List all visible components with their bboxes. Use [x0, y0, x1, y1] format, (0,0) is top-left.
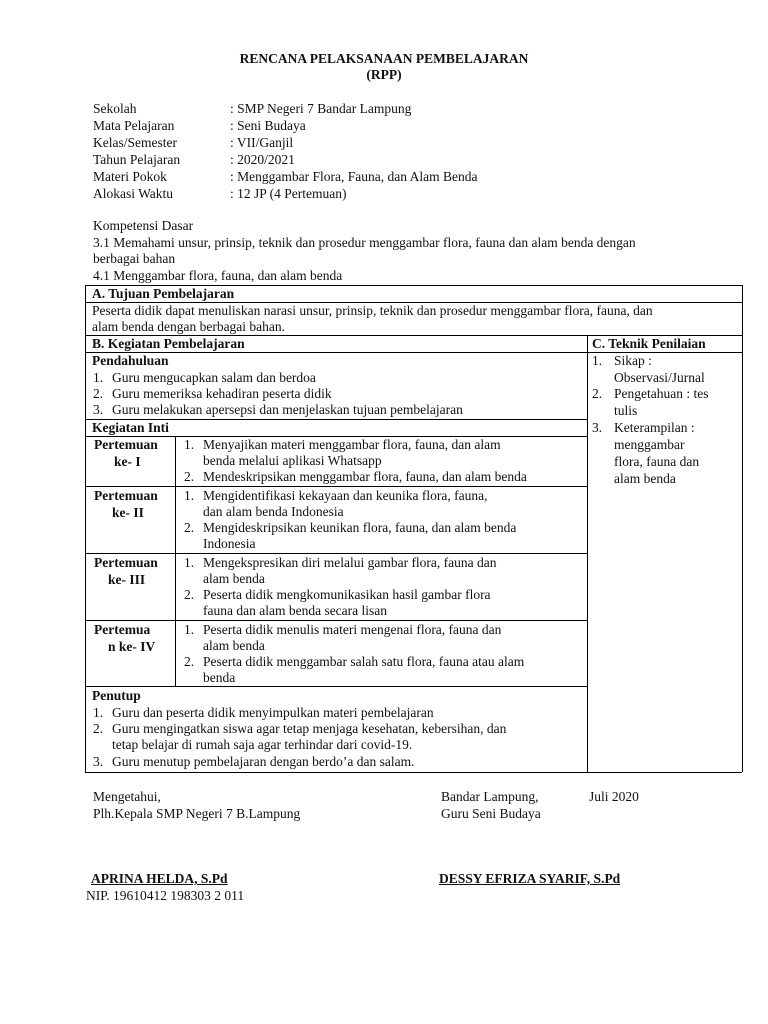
list-number: 1. [93, 370, 104, 385]
list-item [93, 386, 332, 403]
table-border [85, 486, 587, 487]
kd-3-1-line2: berbagai bahan [93, 251, 176, 266]
pertemuan-label: n ke- IV [108, 639, 156, 654]
table-border [85, 772, 742, 773]
signature-place: Bandar Lampung, [441, 789, 539, 804]
tujuan-line2: alam benda dengan berbagai bahan. [92, 319, 286, 334]
info-value: : 12 JP (4 Pertemuan) [230, 186, 347, 201]
list-text: Guru memeriksa kehadiran peserta didik [112, 386, 332, 401]
pertemuan-label: Pertemuan [94, 488, 158, 503]
list-text: tulis [614, 403, 638, 418]
list-text: tetap belajar di rumah saja agar terhindar dari covid-19. [112, 737, 413, 752]
list-text: alam benda [203, 638, 265, 653]
list-text: Guru menutup pembelajaran dengan berdo’a dan salam. [112, 754, 415, 769]
list-number: 2. [184, 469, 195, 484]
list-number: 1. [184, 488, 195, 503]
list-text: Indonesia [203, 536, 256, 551]
list-text: Keterampilan : [614, 420, 695, 435]
list-number: 1. [184, 437, 195, 452]
info-value: : VII/Ganjil [230, 135, 294, 150]
list-number: 1. [184, 555, 195, 570]
list-text: Sikap : [614, 353, 652, 368]
table-border [85, 620, 587, 621]
list-text: Peserta didik menulis materi mengenai flora, fauna dan [203, 622, 502, 637]
pertemuan-label: Pertemuan [94, 437, 158, 452]
document-title: RENCANA PELAKSANAAN PEMBELAJARAN [239, 51, 529, 66]
table-border [85, 553, 587, 554]
list-text: Mendeskripsikan menggambar flora, fauna, dan alam benda [203, 469, 527, 484]
list-number: 2. [184, 587, 195, 602]
penutup-heading: Penutup [92, 688, 141, 703]
kegiatan-heading: B. Kegiatan Pembelajaran [92, 336, 245, 351]
kd-3-1-line1: 3.1 Memahami unsur, prinsip, teknik dan prosedur menggambar flora, fauna dan alam benda dengan [93, 235, 636, 250]
info-label: Kelas/Semester [93, 135, 177, 150]
list-text: Observasi/Jurnal [614, 370, 705, 385]
list-text: alam benda [614, 471, 676, 486]
list-number: 2. [93, 386, 104, 401]
list-text: Peserta didik menggambar salah satu flora, fauna atau alam [203, 654, 525, 669]
tujuan-heading: A. Tujuan Pembelajaran [92, 286, 235, 301]
list-text: menggambar [614, 437, 685, 452]
signature-left-name: APRINA HELDA, S.Pd [91, 871, 228, 886]
list-text: fauna dan alam benda secara lisan [203, 603, 388, 618]
list-text: Mengidentifikasi kekayaan dan keunika flora, fauna, [203, 488, 488, 503]
list-text: Guru mengingatkan siswa agar tetap menjaga kesehatan, kebersihan, dan [112, 721, 507, 736]
list-text: Mengideskripsikan keunikan flora, fauna, dan alam benda [203, 520, 517, 535]
list-text: Menyajikan materi menggambar flora, fauna, dan alam [203, 437, 501, 452]
list-item [93, 402, 463, 419]
pertemuan-label: ke- II [112, 505, 144, 520]
list-text: Guru melakukan apersepsi dan menjelaskan tujuan pembelajaran [112, 402, 463, 417]
list-number: 1. [592, 353, 603, 368]
table-border [175, 436, 176, 686]
table-border [85, 686, 587, 687]
list-number: 3. [93, 754, 104, 769]
signature-left-nip: NIP. 19610412 198303 2 011 [86, 888, 245, 903]
table-border [587, 335, 588, 772]
list-text: Mengekspresikan diri melalui gambar flora, fauna dan [203, 555, 497, 570]
info-label: Tahun Pelajaran [93, 152, 181, 167]
list-text: Peserta didik mengkomunikasikan hasil gambar flora [203, 587, 491, 602]
kompetensi-heading: Kompetensi Dasar [93, 218, 194, 233]
list-number: 2. [184, 654, 195, 669]
list-text: Pengetahuan : tes [614, 386, 709, 401]
info-value: : Menggambar Flora, Fauna, dan Alam Benda [230, 169, 478, 184]
list-number: 2. [93, 721, 104, 736]
list-text: dan alam benda Indonesia [203, 504, 344, 519]
list-number: 2. [184, 520, 195, 535]
list-number: 3. [93, 402, 104, 417]
list-text: benda melalui aplikasi Whatsapp [203, 453, 382, 468]
info-label: Mata Pelajaran [93, 118, 175, 133]
info-label: Alokasi Waktu [93, 186, 174, 201]
info-value: : 2020/2021 [230, 152, 295, 167]
info-label: Materi Pokok [93, 169, 167, 184]
signature-mengetahui: Mengetahui, [93, 789, 161, 804]
teknik-heading: C. Teknik Penilaian [592, 336, 706, 351]
signature-right-name: DESSY EFRIZA SYARIF, S.Pd [439, 871, 621, 886]
pertemuan-label: Pertemua [94, 622, 151, 637]
list-number: 1. [184, 622, 195, 637]
signature-right-role: Guru Seni Budaya [441, 806, 541, 821]
table-border [85, 285, 86, 772]
tujuan-line1: Peserta didik dapat menuliskan narasi unsur, prinsip, teknik dan prosedur menggambar flora, fauna, dan [92, 303, 653, 318]
table-border [742, 285, 743, 772]
signature-left-role: Plh.Kepala SMP Negeri 7 B.Lampung [93, 806, 301, 821]
kd-4-1: 4.1 Menggambar flora, fauna, dan alam benda [93, 268, 343, 283]
pertemuan-label: ke- III [108, 572, 146, 587]
pertemuan-label: ke- I [114, 454, 141, 469]
info-value: : SMP Negeri 7 Bandar Lampung [230, 101, 412, 116]
list-text: alam benda [203, 571, 265, 586]
list-number: 1. [93, 705, 104, 720]
list-text: flora, fauna dan [614, 454, 700, 469]
info-label: Sekolah [93, 101, 137, 116]
info-value: : Seni Budaya [230, 118, 306, 133]
pertemuan-label: Pertemuan [94, 555, 158, 570]
list-text: benda [203, 670, 236, 685]
kegiatan-inti-heading: Kegiatan Inti [92, 420, 169, 435]
document-subtitle: (RPP) [366, 67, 402, 82]
signature-date: Juli 2020 [589, 789, 639, 804]
pendahuluan-heading: Pendahuluan [92, 353, 169, 368]
list-text: Guru dan peserta didik menyimpulkan materi pembelajaran [112, 705, 434, 720]
list-number: 3. [592, 420, 603, 435]
list-item [93, 370, 316, 387]
list-number: 2. [592, 386, 603, 401]
list-text: Guru mengucapkan salam dan berdoa [112, 370, 316, 385]
